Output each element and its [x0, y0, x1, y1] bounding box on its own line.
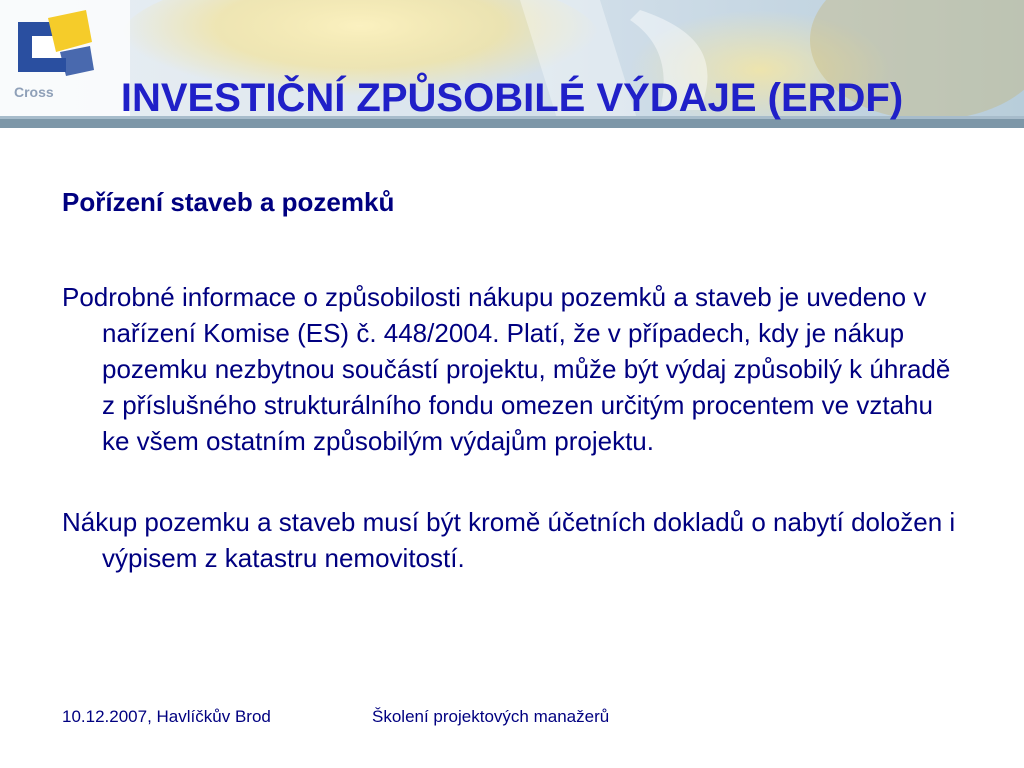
slide-title: INVESTIČNÍ ZPŮSOBILÉ VÝDAJE (ERDF) [120, 76, 904, 120]
paragraph-cadastre-requirement: Nákup pozemku a staveb musí být kromě účetních dokladů o nabytí doložen i výpisem z katastru nemovitostí. [62, 507, 956, 573]
footer-date-place: 10.12.2007, Havlíčkův Brod [62, 707, 271, 726]
footer-event: Školení projektových manažerů [372, 707, 610, 726]
section-heading: Pořízení staveb a pozemků [62, 187, 395, 217]
logo-wordmark: Cross [14, 84, 54, 100]
paragraph-land-purchase-info: Podrobné informace o způsobilosti nákupu pozemků a staveb je uvedeno v nařízení Komise (ES) č. 448/2004. Platí, že v případech, kdy je nákup pozemku nezbytnou součástí projektu, může být výdaj způsobilý k úhradě z příslušného strukturálního fondu omezen určitým procentem ve vztahu ke všem ostatním způsobilým výdajům projektu. [62, 282, 951, 456]
slide-body [62, 185, 962, 576]
